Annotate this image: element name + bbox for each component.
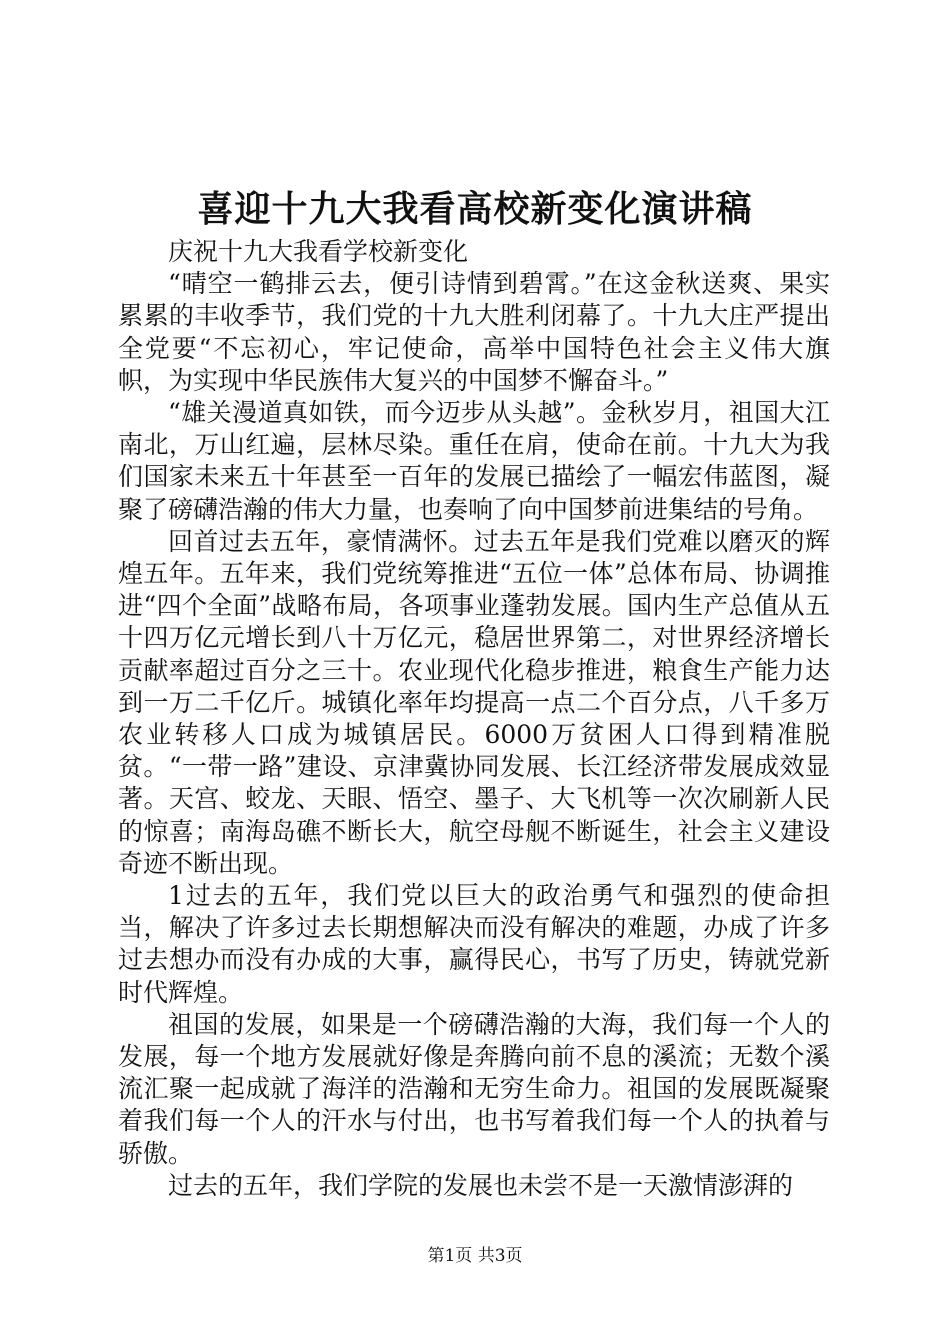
document-body [118,236,830,1202]
paragraph: “雄关漫道真如铁，而今迈步从头越”。金秋岁月，祖国大江南北，万山红遍，层林尽染。重任在肩，使命在前。十九大为我们国家未来五十年甚至一百年的发展已描绘了一幅宏伟蓝图，凝聚了磅礴浩瀚的伟大力量，也奏响了向中国梦前进集结的号角。 [118,398,830,524]
page-number-footer: 第1页 共3页 [427,1246,523,1266]
paragraph: 回首过去五年，豪情满怀。过去五年是我们党难以磨灭的辉煌五年。五年来，我们党统筹推进“五位一体”总体布局、协调推进“四个全面”战略布局，各项事业蓬勃发展。国内生产总值从五十四万亿元增长到八十万亿元，稳居世界第二，对世界经济增长贡献率超过百分之三十。农业现代化稳步推进，粮食生产能力达到一万二千亿斤。城镇化率年均提高一点二个百分点，八千多万农业转移人口成为城镇居民。6000万贫困人口得到精准脱贫。“一带一路”建设、京津冀协同发展、长江经济带发展成效显著。天宫、蛟龙、天眼、悟空、墨子、大飞机等一次次刷新人民的惊喜；南海岛礁不断长大，航空母舰不断诞生，社会主义建设奇迹不断出现。 [118,526,830,878]
paragraph: 过去的五年，我们学院的发展也未尝不是一天激情澎湃的 [168,1170,794,1200]
paragraph: 祖国的发展，如果是一个磅礴浩瀚的大海，我们每一个人的发展，每一个地方发展就好像是奔腾向前不息的溪流；无数个溪流汇聚一起成就了海洋的浩瀚和无穷生命力。祖国的发展既凝聚着我们每一个人的汗水与付出，也书写着我们每一个人的执着与骄傲。 [118,1009,830,1168]
paragraph-subtitle: 庆祝十九大我看学校新变化 [168,237,469,266]
paragraph: “晴空一鹤排云去，便引诗情到碧霄。”在这金秋送爽、果实累累的丰收季节，我们党的十九大胜利闭幕了。十九大庄严提出全党要“不忘初心，牢记使命，高举中国特色社会主义伟大旗帜，为实现中华民族伟大复兴的中国梦不懈奋斗。” [118,269,830,395]
paragraph: 1过去的五年，我们党以巨大的政治勇气和强烈的使命担当，解决了许多过去长期想解决而没有解决的难题，办成了许多过去想办而没有办成的大事，赢得民心，书写了历史，铸就党新时代辉煌。 [118,881,830,1007]
document-title: 喜迎十九大我看高校新变化演讲稿 [197,188,753,230]
